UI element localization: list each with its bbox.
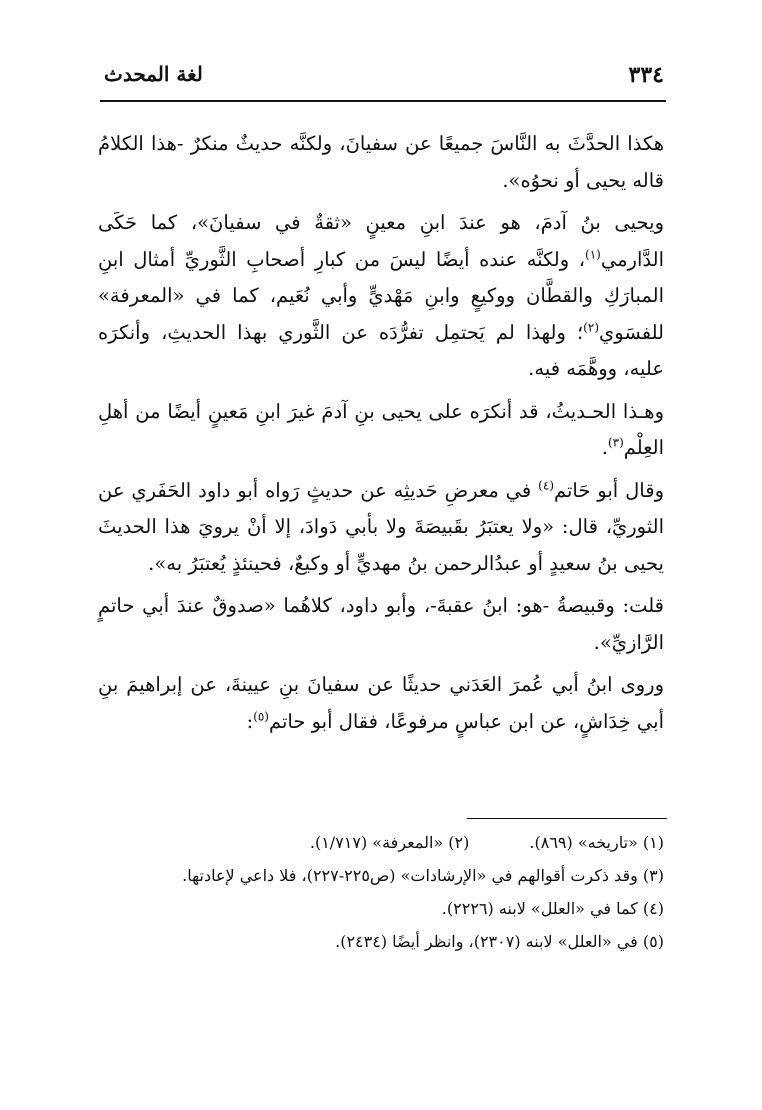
body-text	[98, 126, 664, 746]
paragraph-3: وهـذا الحـديثُ، قد أنكرَه على يحيى بنِ آدمَ غيرَ ابنِ مَعينٍ أيضًا من أهلِ العِلْم$^{(٣)}$.	[98, 399, 664, 459]
paragraph-6: وروى ابنُ أبي عُمرَ العَدَني حديثًا عن سفيانَ بنِ عيينةَ، عن إبراهيمَ بنِ أبي خِدَاشٍ، عن ابن عباسٍ مرفوعًا، فقال أبو حاتم$^{(٥)}$:	[98, 673, 664, 733]
footnote-1: (١) «تاريخه» (٨٦٩).	[529, 833, 664, 852]
footnote-marker-2[interactable]: (٢)	[583, 320, 599, 334]
paragraph-2: ويحيى بنُ آدمَ، هو عندَ ابنِ معينٍ «ثقةٌ في سفيانَ»، كما حَكَى الدَّارمي$^{(١)}$، ولكنَّه عنده أيضًا ليسَ من كبارِ أصحابِ الثَّوريِّ أمثال ابنِ المبارَكِ والقطَّان ووكيعٍ وابنِ مَهْديٍّ وأبي نُعَيم، كما في «المعرفة» للفسَوي$^{(٢)}$؛ ولهذا لم يَحتمِل تفرُّدَه عن الثَّوري بهذا الحديثِ، وأنكرَه عليه، ووهَّمَه فيه.	[98, 211, 664, 380]
paragraph-5: قلت: وقبيصةُ -هو: ابنُ عقبةَ-، وأبو داود، كلاهُما «صدوقٌ عندَ أبي حاتمٍ الرَّازيِّ».	[98, 594, 664, 654]
footnote-marker-4[interactable]: (٤)	[538, 478, 554, 492]
footnote-5: (٥) في «العلل» لابنه (٢٣٠٧)، وانظر أيضًا (٢٤٣٤).	[335, 932, 664, 951]
header-rule	[100, 100, 666, 102]
footnotes	[98, 826, 664, 958]
footnote-separator	[467, 818, 667, 819]
footnote-3: (٣) وقد ذكرت أقوالهم في «الإرشادات» (ص٢٢٥-٢٢٧)، فلا داعي لإعادتها.	[182, 866, 664, 885]
footnote-marker-5[interactable]: (٥)	[253, 709, 269, 723]
paragraph-1: هكذا الحدَّثَ به النَّاسَ جميعًا عن سفيانَ، ولكنَّه حديثٌ منكرٌ -هذا الكلامُ قاله يحيى أو نحوُه».	[98, 132, 664, 192]
footnote-row-1-2	[98, 826, 664, 859]
page-number: ٣٣٤	[628, 62, 664, 88]
footnote-marker-3[interactable]: (٣)	[607, 435, 624, 450]
footnote-marker-1[interactable]: (١)	[585, 247, 601, 261]
paragraph-4: وقال أبو حَاتم$^{(٤)}$ في معرضِ حَديثِه عن حديثٍ رَواه أبو داود الحَفَري عن الثوريِّ، قال: «ولا يعتبَرُ بقَبيصَةَ ولا بأبي دَوادَ، إلا أنْ يرويَ هذا الحديثَ يحيى بنُ سعيدٍ أو عبدُالرحمن بنُ مهديٍّ أو وكيعٌ، فحينئذٍ يُعتبَرُ به».	[98, 478, 664, 575]
running-title: لغة المحدث	[104, 62, 203, 86]
page-header	[104, 62, 664, 96]
footnote-2: (٢) «المعرفة» (١/٧١٧).	[309, 833, 470, 852]
footnote-4: (٤) كما في «العلل» لابنه (٢٢٢٦).	[441, 899, 664, 918]
